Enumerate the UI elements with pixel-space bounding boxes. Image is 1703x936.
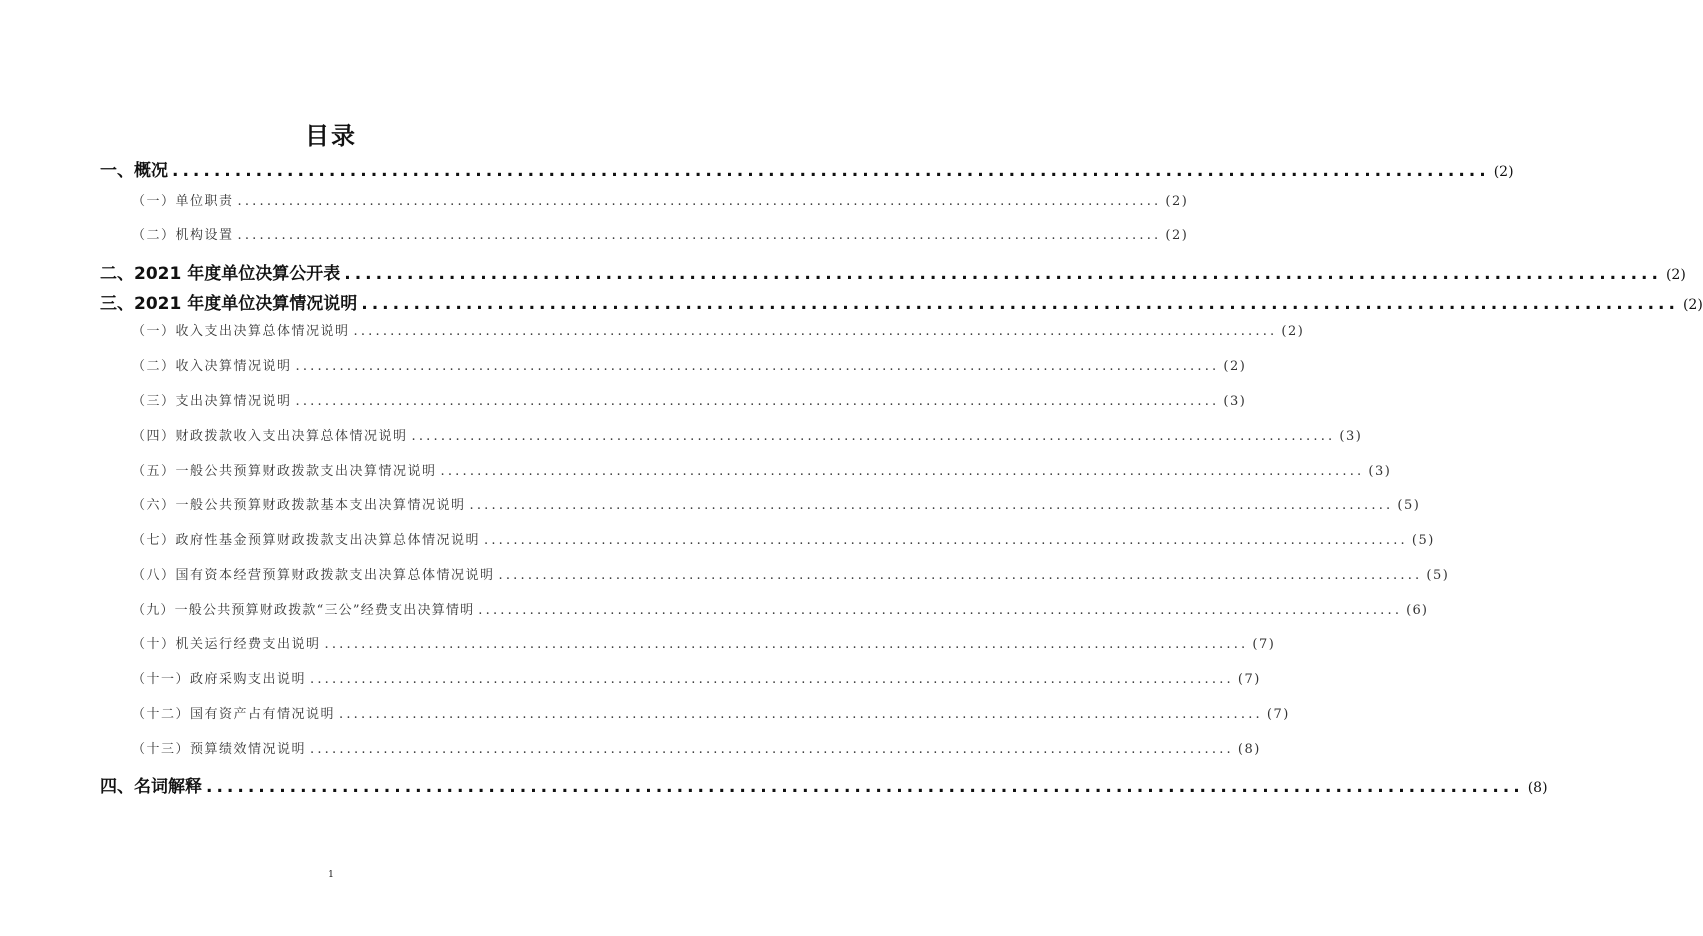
toc-entry-page: (2) [1682,297,1703,313]
toc-entry-section-3-10[interactable] [132,633,1276,652]
toc-entry-page: (6) [1406,603,1429,618]
toc-entry-page: (3) [1368,464,1392,479]
toc-entry-page: (2) [1165,194,1189,209]
dot-leader: .............................................................................................................................. [411,429,1336,444]
toc-entry-label: 四、名词解释 [100,777,202,797]
dot-leader: .............................................................................................................................. [484,533,1408,548]
toc-title: 目录 [305,122,357,150]
toc-entry-section-3-8[interactable] [132,564,1450,583]
toc-entry-final-accounts-explanation[interactable] [100,289,1703,314]
dot-leader: .............................................................................................................................. [295,394,1220,409]
toc-entry-org-setup[interactable] [132,224,1189,243]
toc-entry-page: (2) [1665,267,1686,283]
toc-entry-page: (3) [1339,429,1363,444]
dot-leader: .............................................................................................................................. [361,294,1679,314]
toc-entry-label: （二）机构设置 [132,228,234,243]
toc-entry-final-accounts-tables[interactable] [100,259,1686,284]
toc-entry-page: (5) [1426,568,1450,583]
toc-entry-label: （七）政府性基金预算财政拨款支出决算总体情况说明 [132,533,481,548]
toc-entry-page: (7) [1252,637,1276,652]
toc-entry-section-3-11[interactable] [132,668,1261,687]
toc-entry-page: (5) [1411,533,1435,548]
toc-entry-page: (8) [1237,742,1261,757]
toc-entry-label: （一）单位职责 [132,194,234,209]
toc-entry-section-3-13[interactable] [132,738,1261,757]
toc-entry-label: 二、2021 年度单位决算公开表 [100,264,341,284]
dot-leader: .............................................................................................................................. [440,464,1365,479]
toc-entry-overview[interactable] [100,156,1514,181]
toc-entry-unit-duties[interactable] [132,190,1189,209]
page-number: 1 [328,870,334,880]
toc-entry-section-3-12[interactable] [132,703,1290,722]
dot-leader: .............................................................................................................................. [310,672,1234,687]
dot-leader: .............................................................................................................................. [324,637,1249,652]
toc-entry-label: （十三）预算绩效情况说明 [132,742,307,757]
toc-entry-page: (2) [1223,359,1247,374]
toc-entry-label: （一）收入支出决算总体情况说明 [132,324,350,339]
toc-entry-section-3-4[interactable] [132,425,1363,444]
dot-leader: .............................................................................................................................. [344,264,1662,284]
toc-entry-section-3-3[interactable] [132,390,1247,409]
toc-entry-section-3-1[interactable] [132,320,1305,339]
toc-entry-page: (8) [1527,780,1548,796]
toc-entry-label: （十二）国有资产占有情况说明 [132,707,336,722]
dot-leader: .............................................................................................................................. [469,498,1394,513]
toc-entry-glossary[interactable] [100,772,1548,797]
dot-leader: .............................................................................................................................. [237,228,1162,243]
toc-entry-section-3-5[interactable] [132,460,1392,479]
toc-entry-section-3-9[interactable] [132,599,1429,618]
toc-entry-page: (7) [1266,707,1290,722]
toc-entry-label: （八）国有资本经营预算财政拨款支出决算总体情况说明 [132,568,495,583]
toc-entry-label: 一、概况 [100,161,168,181]
toc-entry-label: （九）一般公共预算财政拨款“三公”经费支出决算情明 [132,603,475,618]
dot-leader: .............................................................................................................................. [172,161,1490,181]
dot-leader: .............................................................................................................................. [237,194,1162,209]
toc-entry-label: （五）一般公共预算财政拨款支出决算情况说明 [132,464,437,479]
toc-entry-label: （十一）政府采购支出说明 [132,672,307,687]
toc-entry-section-3-2[interactable] [132,355,1247,374]
toc-entry-page: (2) [1493,164,1514,180]
dot-leader: .............................................................................................................................. [339,707,1263,722]
toc-entry-page: (2) [1165,228,1189,243]
dot-leader: .............................................................................................................................. [295,359,1220,374]
toc-entry-page: (5) [1397,498,1421,513]
dot-leader: .............................................................................................................................. [310,742,1234,757]
toc-entry-section-3-7[interactable] [132,529,1435,548]
dot-leader: .............................................................................................................................. [353,324,1278,339]
toc-entry-label: （三）支出决算情况说明 [132,394,292,409]
toc-entry-label: （六）一般公共预算财政拨款基本支出决算情况说明 [132,498,466,513]
dot-leader: .............................................................................................................................. [478,603,1403,618]
dot-leader: .............................................................................................................................. [206,777,1524,797]
dot-leader: .............................................................................................................................. [498,568,1423,583]
toc-entry-label: 三、2021 年度单位决算情况说明 [100,294,358,314]
toc-entry-page: (3) [1223,394,1247,409]
toc-entry-label: （十）机关运行经费支出说明 [132,637,321,652]
toc-entry-section-3-6[interactable] [132,494,1421,513]
toc-entry-page: (2) [1281,324,1305,339]
toc-entry-label: （二）收入决算情况说明 [132,359,292,374]
toc-entry-label: （四）财政拨款收入支出决算总体情况说明 [132,429,408,444]
toc-entry-page: (7) [1237,672,1261,687]
